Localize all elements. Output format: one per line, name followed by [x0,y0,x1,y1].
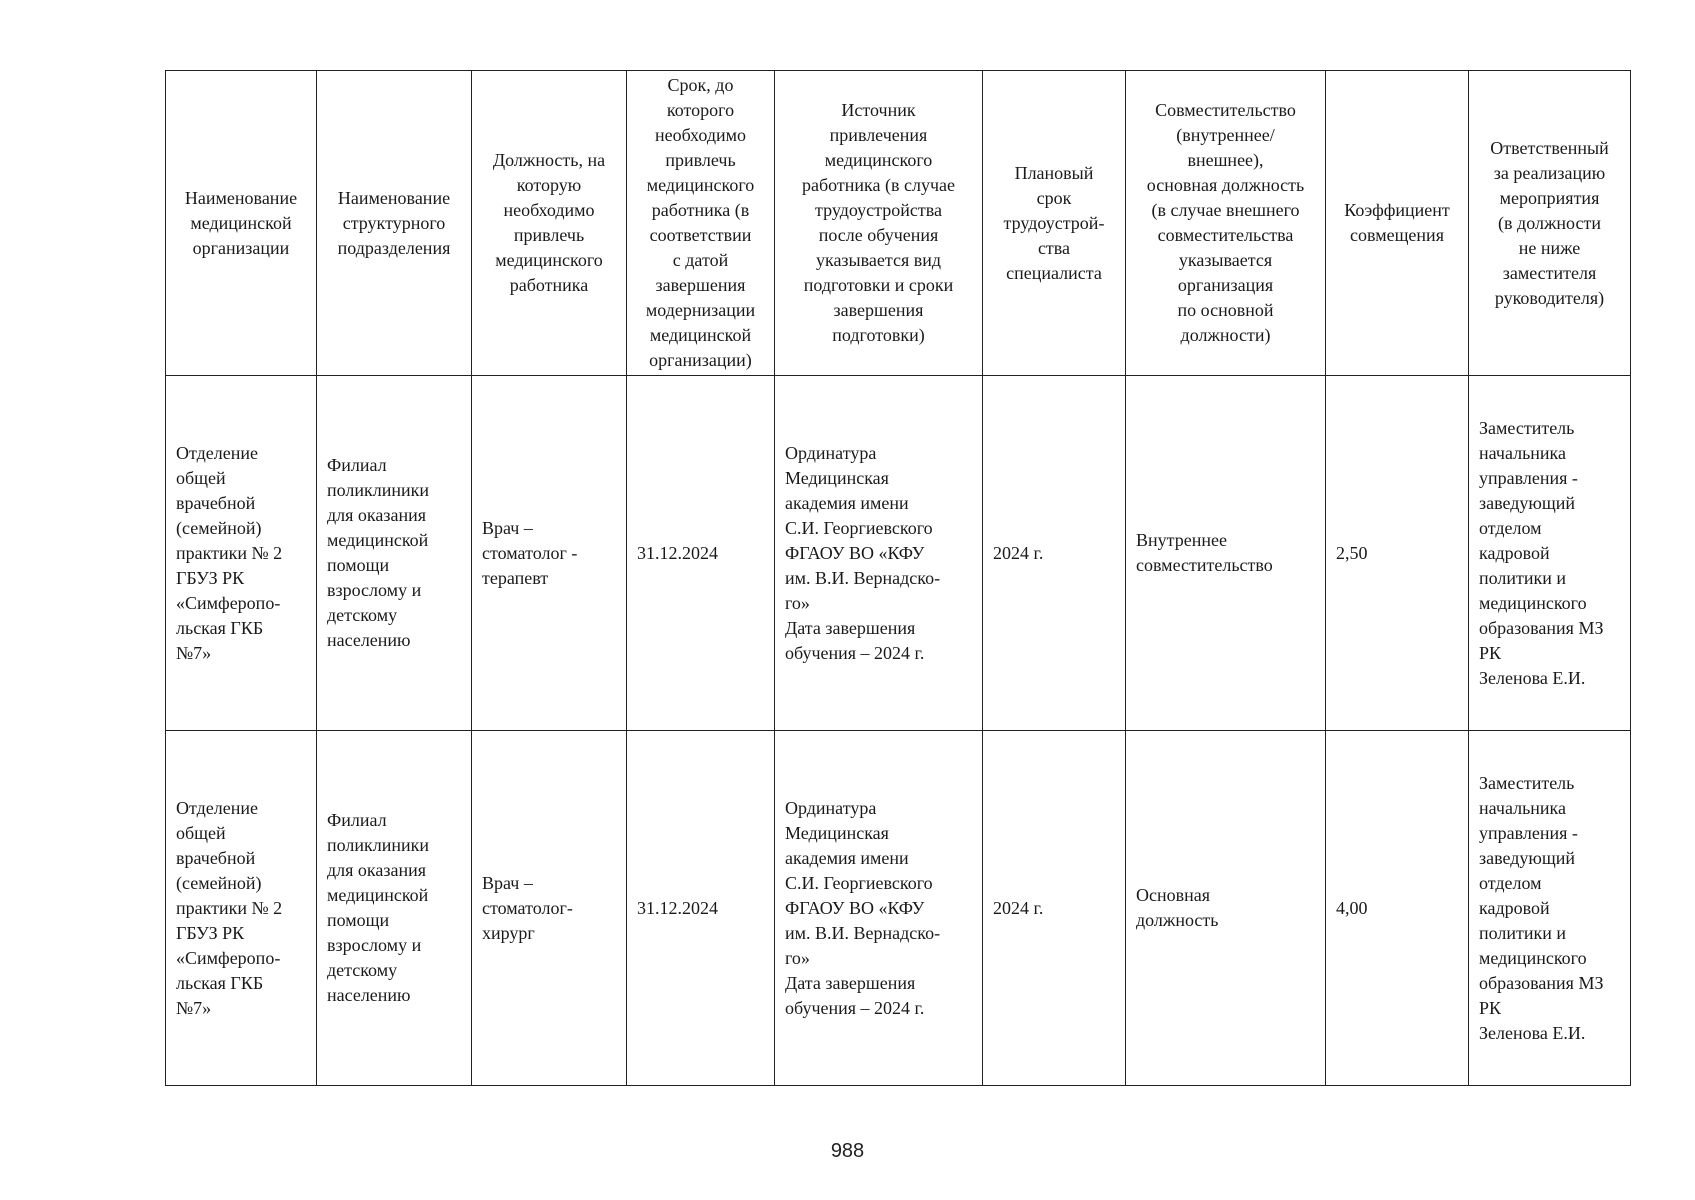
cell-organization: Отделение общей врачебной (семейной) практики № 2 ГБУЗ РК «Симферопо- льская ГКБ №7» [166,731,317,1086]
cell-organization: Отделение общей врачебной (семейной) практики № 2 ГБУЗ РК «Симферопо- льская ГКБ №7» [166,376,317,731]
header-deadline: Срок, до которого необходимо привлечь медицинского работника (в соответствии с датой завершения модернизации медицинской организации) [627,71,775,376]
page-number: 988 [830,1140,865,1162]
cell-position: Врач – стоматолог - терапевт [472,376,627,731]
cell-source: Ординатура Медицинская академия имени С.И. Георгиевского ФГАОУ ВО «КФУ им. В.И. Вернадско- го» Дата завершения обучения – 2024 г. [775,376,983,731]
cell-planned-term: 2024 г. [983,376,1126,731]
table-header-row [166,71,1631,376]
cell-planned-term: 2024 г. [983,731,1126,1086]
header-combination: Совместительство (внутреннее/ внешнее), основная должность (в случае внешнего совместительства указывается организация по основной должности) [1126,71,1326,376]
table-row [166,731,1631,1086]
cell-coefficient: 2,50 [1326,376,1469,731]
cell-responsible: Заместитель начальника управления - заведующий отделом кадровой политики и медицинского образования МЗ РК Зеленова Е.И. [1469,376,1631,731]
header-position: Должность, на которую необходимо привлечь медицинского работника [472,71,627,376]
header-source: Источник привлечения медицинского работника (в случае трудоустройства после обучения указывается вид подготовки и сроки завершения подготовки) [775,71,983,376]
cell-position: Врач – стоматолог- хирург [472,731,627,1086]
cell-deadline: 31.12.2024 [627,731,775,1086]
header-planned-term: Плановый срок трудоустрой- ства специалиста [983,71,1126,376]
header-structural-unit: Наименование структурного подразделения [317,71,472,376]
cell-responsible: Заместитель начальника управления - заведующий отделом кадровой политики и медицинского образования МЗ РК Зеленова Е.И. [1469,731,1631,1086]
cell-source: Ординатура Медицинская академия имени С.И. Георгиевского ФГАОУ ВО «КФУ им. В.И. Вернадско- го» Дата завершения обучения – 2024 г. [775,731,983,1086]
staffing-table [165,70,1631,1086]
header-organization: Наименование медицинской организации [166,71,317,376]
table-row [166,376,1631,731]
header-responsible: Ответственный за реализацию мероприятия (в должности не ниже заместителя руководителя) [1469,71,1631,376]
cell-structural-unit: Филиал поликлиники для оказания медицинской помощи взрослому и детскому населению [317,376,472,731]
cell-structural-unit: Филиал поликлиники для оказания медицинской помощи взрослому и детскому населению [317,731,472,1086]
cell-combination: Основная должность [1126,731,1326,1086]
cell-coefficient: 4,00 [1326,731,1469,1086]
header-coefficient: Коэффициент совмещения [1326,71,1469,376]
cell-combination: Внутреннее совместительство [1126,376,1326,731]
cell-deadline: 31.12.2024 [627,376,775,731]
